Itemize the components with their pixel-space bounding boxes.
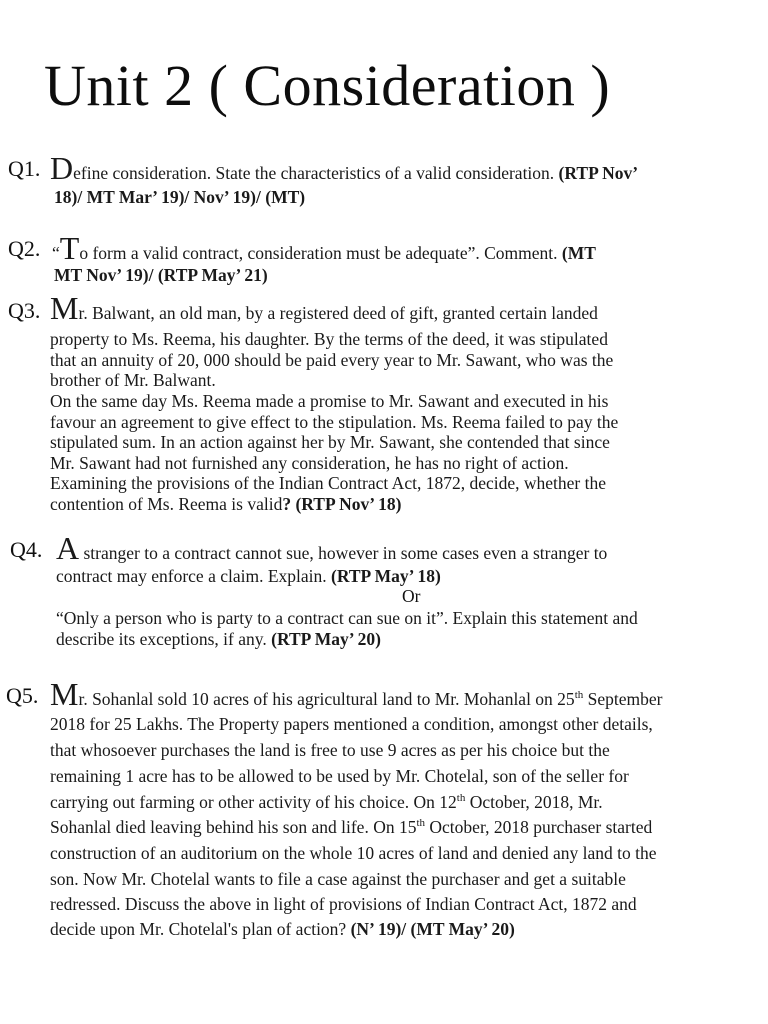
question-number: Q3. <box>8 298 41 323</box>
exam-reference: (RTP May’ 18) <box>331 566 441 586</box>
ordinal-suffix: th <box>456 792 466 805</box>
question-line <box>56 566 441 587</box>
question-text: o form a valid contract, consideration must be adequate”. Comment. <box>79 243 558 263</box>
question-number: Q2. <box>8 236 41 261</box>
question-line <box>50 152 638 184</box>
exam-reference: ? (RTP Nov’ 18) <box>282 494 402 514</box>
question-line: 2018 for 25 Lakhs. The Property papers mentioned a condition, amongst other details, <box>50 714 653 734</box>
drop-cap: M <box>50 676 79 712</box>
question-line <box>52 232 596 264</box>
question-text: contract may enforce a claim. Explain. <box>56 566 327 586</box>
question-text: October, 2018, Mr. <box>465 792 603 812</box>
question-line: favour an agreement to give effect to the stipulation. Ms. Reema failed to pay the <box>50 412 619 432</box>
drop-cap: A <box>56 530 80 566</box>
drop-cap: T <box>59 230 80 266</box>
question-line: property to Ms. Reema, his daughter. By the terms of the deed, it was stipulated <box>50 329 608 349</box>
question-line <box>50 817 652 838</box>
exam-reference: (N’ 19)/ (MT May’ 20) <box>350 919 515 939</box>
ordinal-suffix: th <box>416 817 426 830</box>
question-text: September <box>583 689 663 709</box>
question-line: stipulated sum. In an action against her by Mr. Sawant, she contended that since <box>50 432 610 452</box>
question-line: Examining the provisions of the Indian Contract Act, 1872, decide, whether the <box>50 473 606 493</box>
question-text: efine consideration. State the characteristics of a valid consideration. <box>73 163 555 183</box>
question-line: Mr. Sawant had not furnished any consideration, he has no right of action. <box>50 453 569 473</box>
question-number: Q1. <box>8 156 41 181</box>
question-line <box>50 292 598 324</box>
question-line <box>56 629 381 650</box>
question-line: redressed. Discuss the above in light of provisions of Indian Contract Act, 1872 and <box>50 894 637 914</box>
question-line: construction of an auditorium on the whole 10 acres of land and denied any land to the <box>50 843 657 863</box>
question-text: October, 2018 purchaser started <box>425 817 653 837</box>
question-line <box>50 678 662 710</box>
exam-reference: MT Nov’ 19)/ (RTP May’ 21) <box>54 265 268 285</box>
question-line: that an annuity of 20, 000 should be paid every year to Mr. Sawant, who was the <box>50 350 614 370</box>
question-text: contention of Ms. Reema is valid <box>50 494 283 514</box>
question-line: brother of Mr. Balwant. <box>50 370 216 390</box>
exam-reference: (RTP Nov’ <box>558 163 639 183</box>
question-line <box>56 532 607 564</box>
ordinal-suffix: th <box>574 689 584 702</box>
page-title: Unit 2 ( Consideration ) <box>44 53 611 118</box>
question-line: remaining 1 acre has to be allowed to be used by Mr. Chotelal, son of the seller for <box>50 766 629 786</box>
question-number: Q5. <box>6 683 39 708</box>
question-text: Sohanlal died leaving behind his son and life. On 15 <box>50 817 417 837</box>
question-line <box>50 919 515 940</box>
question-text: carrying out farming or other activity of his choice. On 12 <box>50 792 457 812</box>
question-line: son. Now Mr. Chotelal wants to file a case against the purchaser and get a suitable <box>50 869 626 889</box>
question-line <box>50 494 401 515</box>
question-text: describe its exceptions, if any. <box>56 629 267 649</box>
open-quote: “ <box>52 243 60 263</box>
exam-reference: 18)/ MT Mar’ 19)/ Nov’ 19)/ (MT) <box>54 187 306 207</box>
drop-cap: M <box>50 290 79 326</box>
question-line: On the same day Ms. Reema made a promise to Mr. Sawant and executed in his <box>50 391 609 411</box>
question-text: stranger to a contract cannot sue, however in some cases even a stranger to <box>79 543 608 563</box>
or-separator: Or <box>402 586 421 606</box>
question-line: that whosoever purchases the land is free to use 9 acres as per his choice but the <box>50 740 610 760</box>
question-text: r. Sohanlal sold 10 acres of his agricultural land to Mr. Mohanlal on 25 <box>78 689 575 709</box>
exam-reference: (RTP May’ 20) <box>271 629 381 649</box>
question-line <box>50 792 603 813</box>
question-text: decide upon Mr. Chotelal's plan of action? <box>50 919 347 939</box>
exam-reference: (MT <box>561 243 596 263</box>
question-number: Q4. <box>10 537 43 562</box>
drop-cap: D <box>50 150 74 186</box>
question-text: r. Balwant, an old man, by a registered deed of gift, granted certain landed <box>78 303 598 323</box>
question-line: “Only a person who is party to a contract can sue on it”. Explain this statement and <box>56 608 638 628</box>
